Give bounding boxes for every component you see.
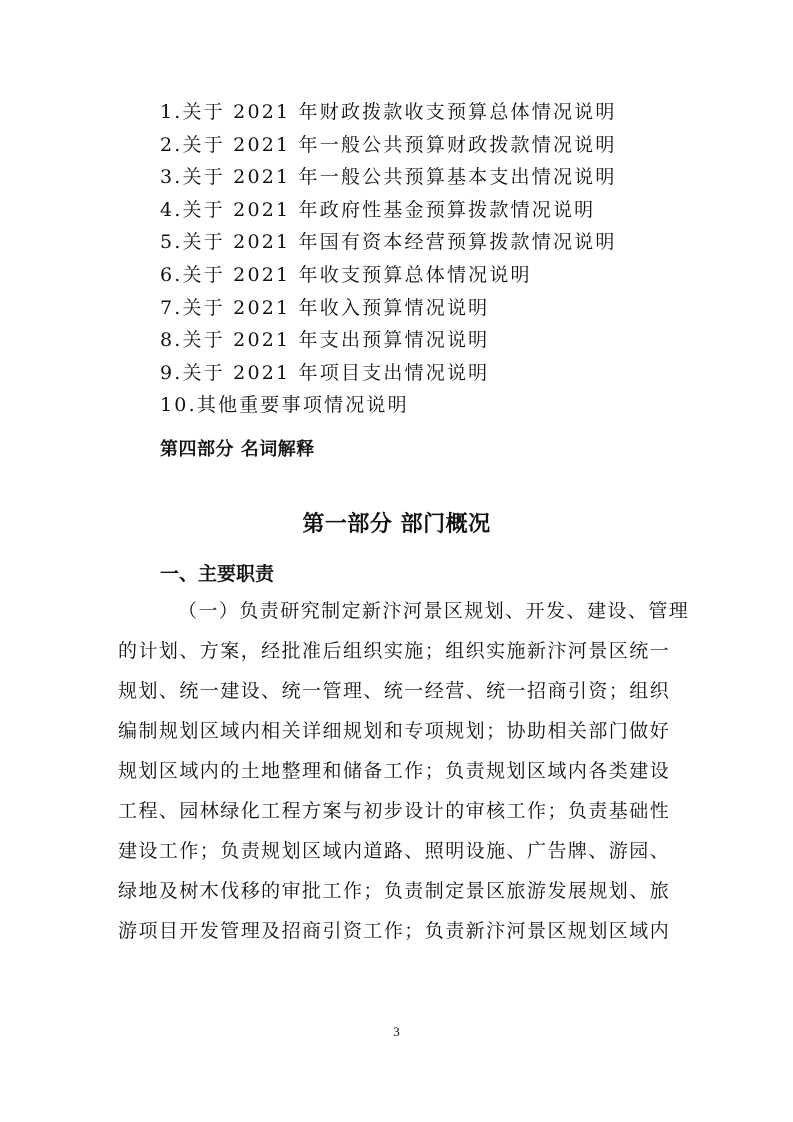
toc-item: 2.关于 2021 年一般公共预算财政拨款情况说明 bbox=[160, 133, 617, 156]
chapter-title: 第一部分 部门概况 bbox=[302, 512, 491, 537]
part-four-heading: 第四部分 名词解释 bbox=[160, 439, 315, 460]
section-heading: 一、主要职责 bbox=[160, 563, 275, 585]
body-line: 工程、园林绿化工程方案与初步设计的审核工作；负责基础性 bbox=[118, 800, 671, 822]
body-line: 建设工作；负责规划区域内道路、照明设施、广告牌、游园、 bbox=[118, 840, 671, 862]
body-line: 游项目开发管理及招商引资工作；负责新汴河景区规划区域内 bbox=[118, 920, 671, 942]
toc-item: 8.关于 2021 年支出预算情况说明 bbox=[160, 329, 490, 352]
toc-item: 4.关于 2021 年政府性基金预算拨款情况说明 bbox=[160, 198, 596, 221]
toc-item: 1.关于 2021 年财政拨款收支预算总体情况说明 bbox=[160, 101, 617, 123]
toc-item: 3.关于 2021 年一般公共预算基本支出情况说明 bbox=[160, 166, 617, 189]
body-line: 编制规划区域内相关详细规划和专项规划；协助相关部门做好 bbox=[118, 720, 671, 742]
body-line: 绿地及树木伐移的审批工作；负责制定景区旅游发展规划、旅 bbox=[118, 880, 671, 902]
body-line: 的计划、方案，经批准后组织实施；组织实施新汴河景区统一 bbox=[118, 640, 671, 662]
toc-item: 6.关于 2021 年收支预算总体情况说明 bbox=[160, 264, 532, 286]
body-line: 规划区域内的土地整理和储备工作；负责规划区域内各类建设 bbox=[118, 760, 671, 782]
toc-item: 10.其他重要事项情况说明 bbox=[160, 394, 409, 417]
page-number: 3 bbox=[393, 1024, 400, 1039]
toc-item: 9.关于 2021 年项目支出情况说明 bbox=[160, 361, 490, 384]
body-line: 规划、统一建设、统一管理、统一经营、统一招商引资；组织 bbox=[118, 680, 671, 702]
body-line: （一）负责研究制定新汴河景区规划、开发、建设、管理 bbox=[178, 600, 690, 622]
toc-item: 7.关于 2021 年收入预算情况说明 bbox=[160, 296, 490, 319]
toc-item: 5.关于 2021 年国有资本经营预算拨款情况说明 bbox=[160, 231, 617, 254]
